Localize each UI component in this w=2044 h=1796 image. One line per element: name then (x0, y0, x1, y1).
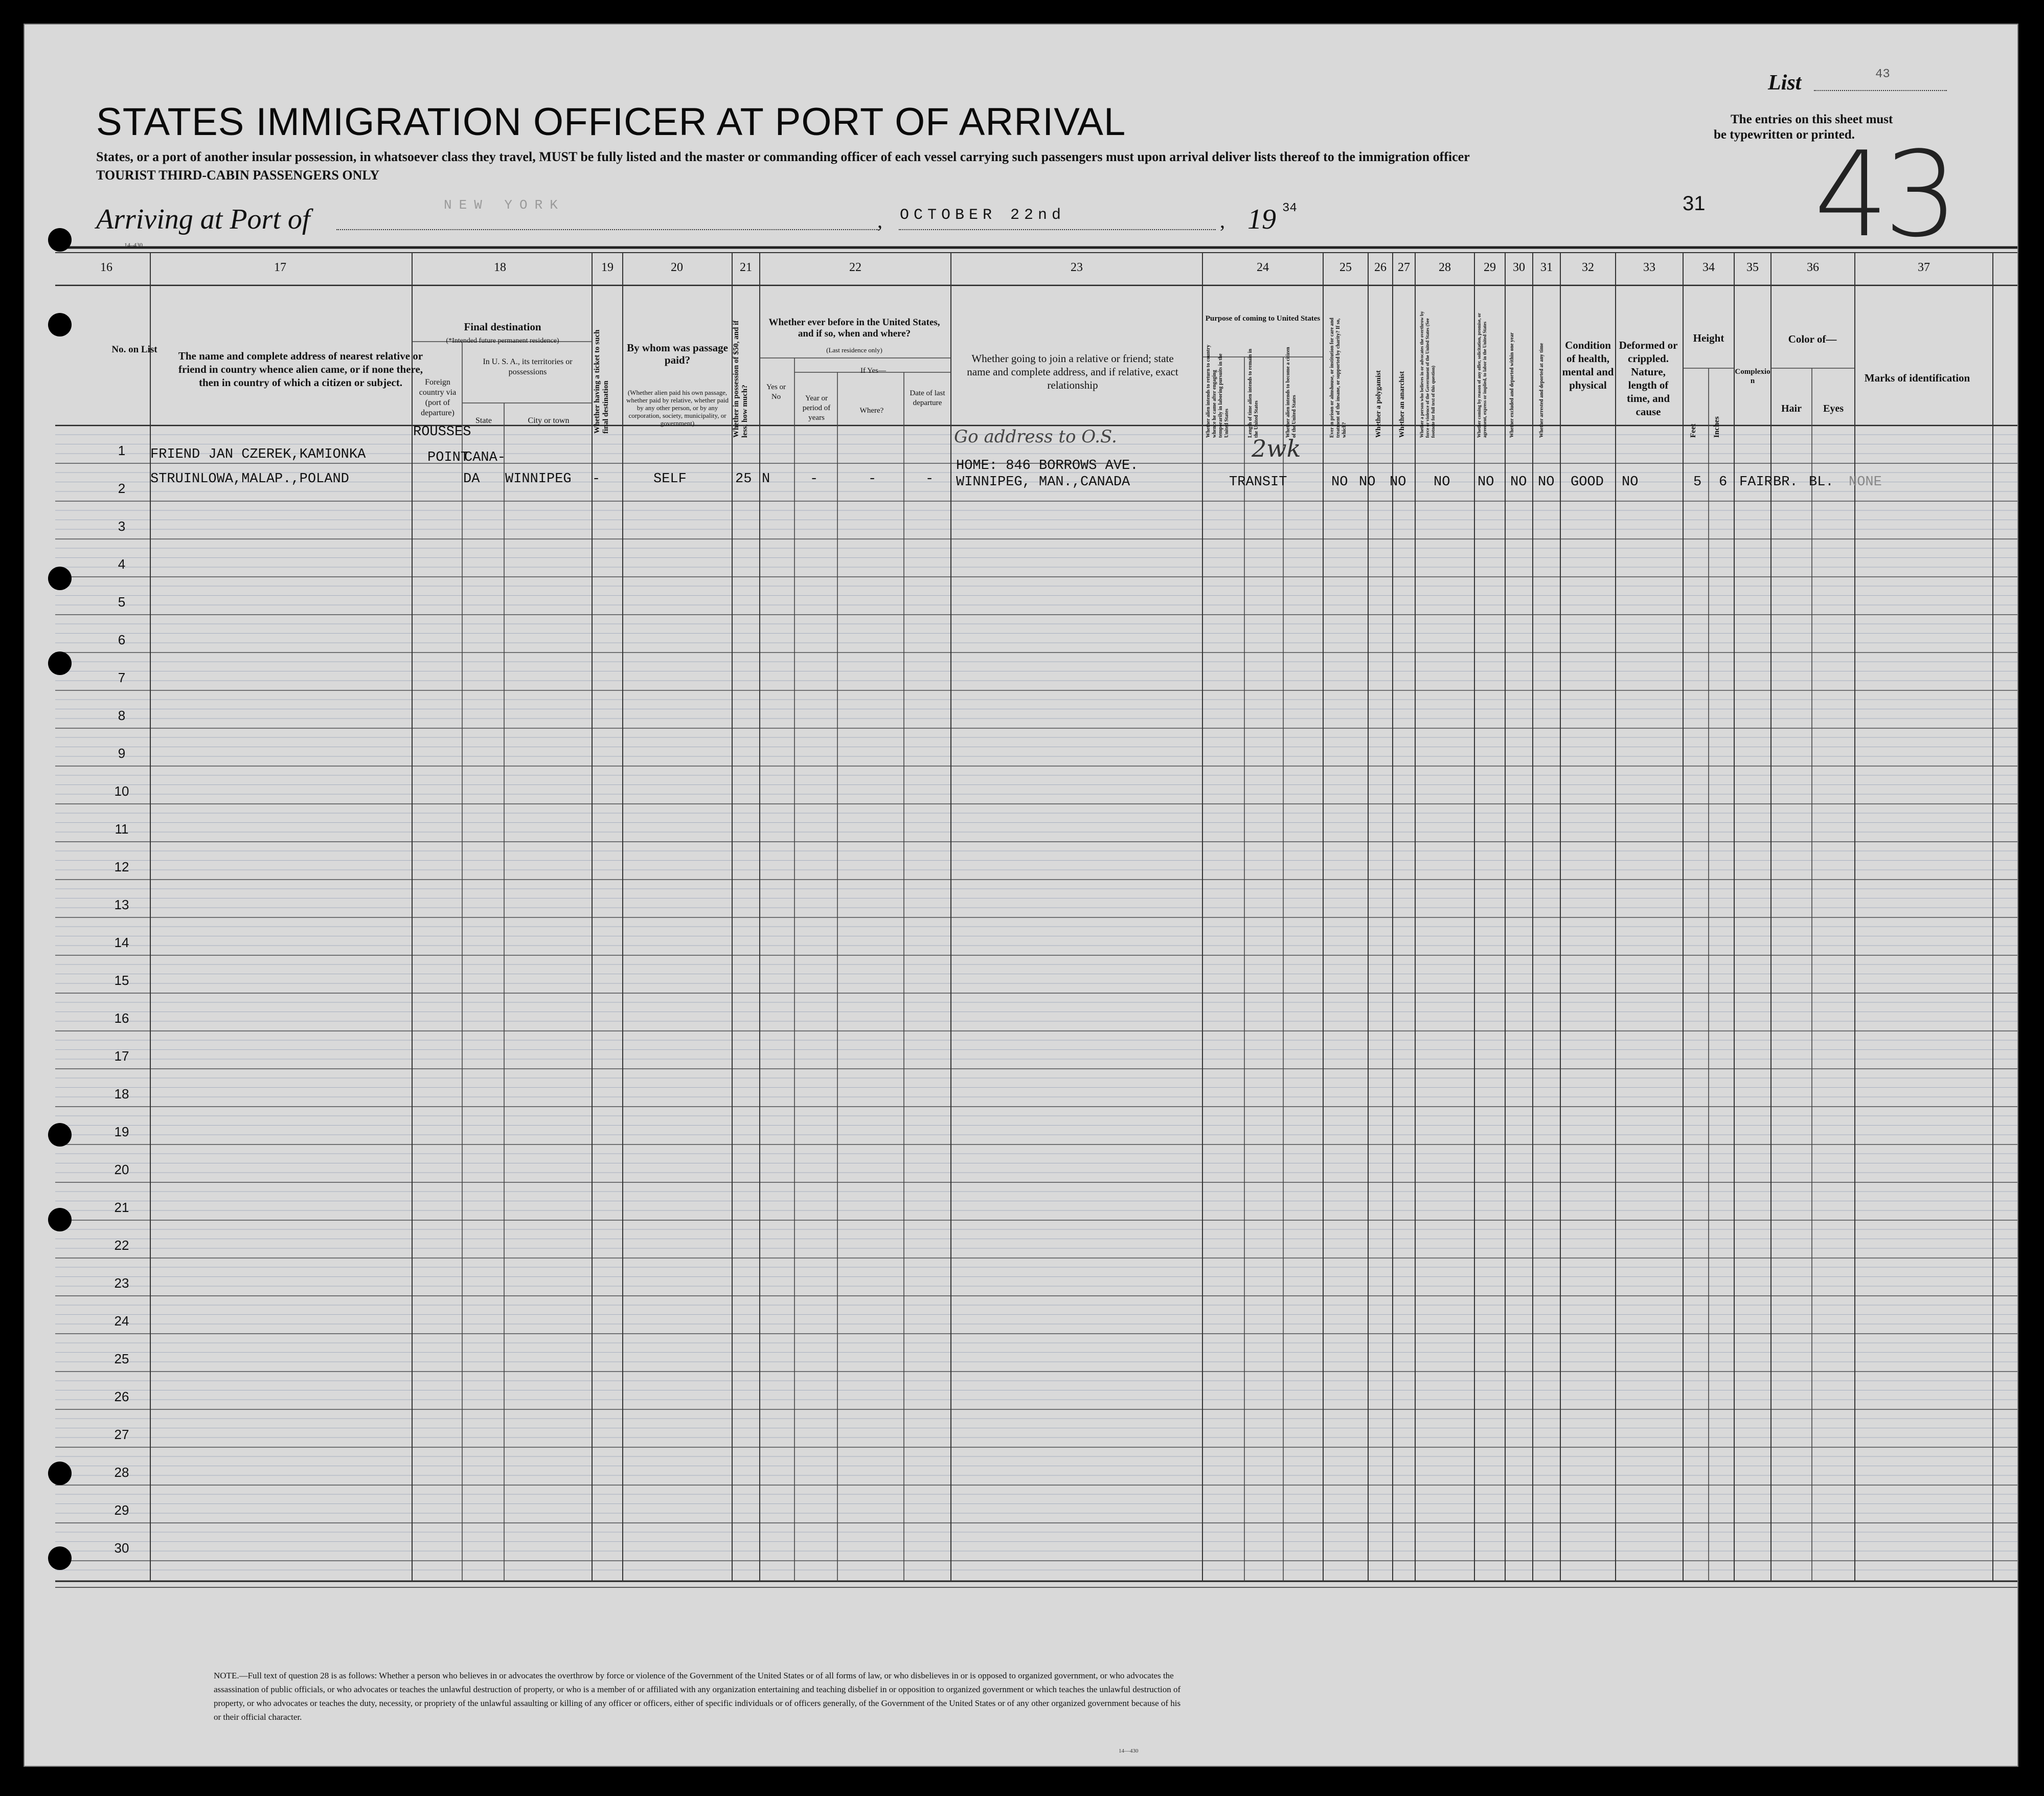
row-number: 29 (114, 1502, 129, 1518)
relative-address-line2: STRUINLOWA,MALAP.,POLAND (150, 472, 349, 487)
column-number: 37 (1918, 261, 1930, 274)
header-polygamist: Whether a polygamist (1375, 370, 1382, 438)
before-year: - (810, 472, 819, 487)
marks-value: NONE (1849, 475, 1882, 490)
column-number: 34 (1702, 261, 1715, 274)
header-color-of: Color of— (1788, 333, 1837, 345)
comma: , (877, 209, 882, 232)
table-grid (25, 25, 2017, 1766)
foreign-port-2: POINT (427, 450, 469, 465)
row-number: 22 (114, 1238, 129, 1253)
row-number: 10 (114, 783, 129, 799)
punch-hole (48, 1462, 72, 1485)
column-number: 28 (1439, 261, 1451, 274)
row-number: 16 (114, 1011, 129, 1026)
header-eyes: Eyes (1823, 403, 1844, 414)
row-number: 25 (114, 1351, 129, 1366)
header-year-period: Year or period of years (802, 394, 831, 422)
header-return-intent: Whether alien intends to return to country whence he came after engaging temporarily in laboring pursuits in the United States (1206, 345, 1230, 438)
header-anarchist: Whether an anarchist (1398, 371, 1406, 438)
anarchist-value: NO (1390, 475, 1406, 490)
column-number: 33 (1643, 261, 1655, 274)
deformed-value: NO (1622, 475, 1639, 490)
row-number: 9 (118, 746, 126, 761)
row-number: 27 (114, 1427, 129, 1442)
column-number: 29 (1484, 261, 1496, 274)
row-number: 7 (118, 670, 126, 685)
excluded-value: NO (1510, 475, 1527, 490)
column-number: 30 (1513, 261, 1525, 274)
port-line (336, 229, 878, 230)
passage-paid-value: SELF (653, 472, 687, 487)
row-number: 5 (118, 594, 126, 610)
column-number: 32 (1582, 261, 1594, 274)
punch-hole (48, 1546, 72, 1570)
header-if-yes: If Yes— (860, 367, 886, 375)
header-join-relative: Whether going to join a relative or friend; state name and complete address, and if relative, exact relationship (967, 352, 1178, 391)
list-number-line (1814, 90, 1947, 91)
column-number: 36 (1807, 261, 1819, 274)
column-number: 31 (1540, 261, 1553, 274)
column-number: 20 (671, 261, 683, 274)
header-ever-before: Whether ever before in the United States, and if so, when and where? (768, 317, 940, 339)
row-number: 18 (114, 1086, 129, 1102)
header-citizen-intent: Whether alien intends to become a citizen of the United States (1285, 347, 1297, 438)
date-value: OCTOBER 22nd (900, 207, 1066, 224)
row-number: 28 (114, 1465, 129, 1480)
page-subtitle: States, or a port of another insular possession, in whatsoever class they travel, MUST be fully listed and the master or commanding officer of each vessel carrying such passengers must upon arrival deliver lists thereof to the immigration officer (96, 149, 1470, 164)
header-no-on-list: No. on List (111, 344, 157, 355)
passenger-class: TOURIST THIRD-CABIN PASSENGERS ONLY (96, 168, 380, 183)
header-passage-paid-sub: (Whether alien paid his own passage, whether paid by relative, whether paid by any other person, or by any corporation, society, municipality, or government) (626, 389, 729, 427)
header-ticket: Whether having a ticket to such final destination (593, 329, 610, 434)
column-number: 26 (1374, 261, 1387, 274)
hair-value: BR. (1773, 475, 1798, 490)
row-number: 3 (118, 519, 126, 534)
header-state: State (475, 416, 492, 425)
row-number: 26 (114, 1389, 129, 1404)
health-value: GOOD (1571, 475, 1604, 490)
overthrow-value: NO (1434, 475, 1450, 490)
money-value: 25 (735, 472, 752, 487)
complexion-value: FAIR (1739, 475, 1773, 490)
header-date-departure: Date of last departure (910, 389, 945, 407)
list-number-large-handwritten: 43 (1814, 127, 1954, 263)
row-number: 14 (114, 935, 129, 950)
row-number: 23 (114, 1275, 129, 1291)
column-number: 16 (100, 261, 112, 274)
inches-value: 6 (1719, 475, 1728, 490)
foreign-port-1: ROUSSES (413, 424, 471, 440)
date-line (899, 229, 1216, 230)
row-number: 13 (114, 897, 129, 912)
header-ever-before-sub: (Last residence only) (826, 346, 882, 354)
column-number: 18 (494, 261, 506, 274)
typewritten-note-2: be typewritten or printed. (1714, 128, 1855, 142)
footnote-code: 14—430 (1119, 1748, 1139, 1754)
state-line2: DA (463, 472, 480, 487)
row-number: 8 (118, 708, 126, 723)
offer-value: NO (1478, 475, 1494, 490)
arriving-label: Arriving at Port of (96, 204, 310, 235)
punch-hole (48, 652, 72, 675)
row-number: 12 (114, 859, 129, 874)
year-suffix: 34 (1282, 201, 1297, 215)
header-prison: Ever in prison or almshouse, or institution for care and treatment of the insane, or supported by charity? If so, which? (1329, 318, 1347, 438)
row-number: 1 (118, 443, 126, 458)
state-line1: CANA- (464, 450, 506, 465)
city-value: WINNIPEG (505, 472, 572, 487)
header-foreign-country: Foreign country via (port of departure) (419, 378, 457, 417)
column-number: 17 (274, 261, 286, 274)
header-offer-labor: Whether coming by reason of any offer, solicitation, promise, or agreement, express or implied, to labor in the United States (1477, 313, 1487, 438)
footnote: NOTE.—Full text of question 28 is as follows: Whether a person who believes in or advocates the overthrow by force or violence of the Government of the United States or of all forms of law, or who disbelieves in or is opposed to organized government, or who advocates the assassination of public officials, or who advocates or teaches the unlawful destruction of property, or who is a member of or affiliated with any organization entertaining and teaching disbelief in or opposition to organized government or which teaches the unlawful destruction of property, or who advocates or teaches the duty, necessity, or propriety of the unlawful assaulting or killing of any officer or officers, either of specific individuals or of officers generally, of the Government of the United States or of any other organized government because of his or their official character. (214, 1671, 1181, 1722)
feet-value: 5 (1693, 475, 1702, 490)
polygamist-value: NO (1359, 475, 1376, 490)
join-address-line2: WINNIPEG, MAN.,CANADA (956, 475, 1130, 490)
arrested-value: NO (1538, 475, 1555, 490)
sheet-number: 31 (1683, 192, 1706, 215)
header-city: City or town (528, 416, 570, 425)
header-hair: Hair (1781, 403, 1802, 414)
header-deformed: Deformed or crippled. Nature, length of time, and cause (1619, 339, 1678, 418)
punch-hole (48, 567, 72, 590)
before-date: - (925, 472, 934, 487)
header-in-usa: In U. S. A., its territories or possessions (483, 357, 573, 376)
column-number: 21 (740, 261, 752, 274)
row-number: 6 (118, 632, 126, 647)
row-number: 21 (114, 1200, 129, 1215)
punch-hole (48, 228, 72, 252)
port-value: NEW YORK (444, 197, 565, 213)
row-number: 17 (114, 1048, 129, 1064)
header-passage-paid: By whom was passage paid? (627, 342, 728, 366)
purpose-value: TRANSIT (1229, 475, 1287, 490)
ticket-value: - (592, 472, 601, 487)
column-number: 19 (601, 261, 614, 274)
header-health: Condition of health, mental and physical (1562, 339, 1614, 391)
header-excluded: Whether excluded and deported within one year (1509, 332, 1515, 438)
relative-address-line1: FRIEND JAN CZEREK,KAMIONKA (150, 447, 366, 462)
column-number: 27 (1398, 261, 1410, 274)
column-number: 25 (1339, 261, 1352, 274)
row-number: 4 (118, 556, 126, 572)
column-number: 24 (1257, 261, 1269, 274)
column-number: 23 (1071, 261, 1083, 274)
join-address-line1: HOME: 846 BORROWS AVE. (956, 458, 1139, 474)
form-code: 14–430 (124, 241, 143, 249)
header-overthrow: Whether a person who believes in or advocates the overthrow by force or violence of the Government of the United States (See footnote for full text of this question) (1419, 311, 1436, 438)
header-complexion: Complexion (1735, 368, 1770, 385)
list-label: List (1768, 71, 1802, 95)
header-inches: Inches (1713, 416, 1721, 438)
header-final-destination-sub: (*Intended future permanent residence) (446, 337, 559, 345)
row-number: 15 (114, 973, 129, 988)
list-number-small: 43 (1875, 68, 1890, 81)
before-yes-no: N (762, 472, 770, 487)
header-height: Height (1693, 332, 1724, 344)
row-number: 30 (114, 1540, 129, 1556)
comma: , (1220, 209, 1225, 232)
punch-hole (48, 313, 72, 336)
column-number: 35 (1746, 261, 1759, 274)
header-relative-address: The name and complete address of nearest relative or friend in country whence alien came, or if none there, then in country of which a citizen or subject. (178, 350, 423, 389)
page-title: STATES IMMIGRATION OFFICER AT PORT OF ARRIVAL (96, 100, 1126, 144)
punch-hole (48, 1123, 72, 1147)
header-purpose: Purpose of coming to United States (1205, 315, 1321, 323)
punch-hole (48, 1208, 72, 1231)
row-number: 19 (114, 1124, 129, 1139)
header-feet: Feet (1689, 423, 1697, 438)
prison-value: NO (1331, 475, 1348, 490)
row-number: 2 (118, 481, 126, 496)
before-where: - (868, 472, 877, 487)
row-number: 11 (115, 821, 129, 837)
eyes-value: BL. (1809, 475, 1834, 490)
join-handwritten-note: Go address to O.S. (954, 426, 1117, 447)
header-yes-no: Yes or No (766, 383, 786, 401)
header-arrested: Whether arrested and deported at any time (1539, 343, 1545, 438)
manifest-sheet (24, 24, 2018, 1767)
header-length-stay: Length of time alien intends to remain in the United States (1247, 349, 1259, 438)
row-number: 24 (114, 1313, 129, 1329)
header-marks: Marks of identification (1864, 372, 1970, 384)
year-prefix: 19 (1247, 204, 1276, 235)
row-number: 20 (114, 1162, 129, 1177)
column-number: 22 (849, 261, 861, 274)
purpose-handwritten-note: 2wk (1252, 435, 1301, 462)
header-where: Where? (859, 407, 884, 415)
typewritten-note-1: The entries on this sheet must (1731, 113, 1893, 126)
header-money: Whether in possession of $50, and if less, how much? (732, 320, 749, 438)
header-final-destination: Final destination (464, 321, 541, 333)
